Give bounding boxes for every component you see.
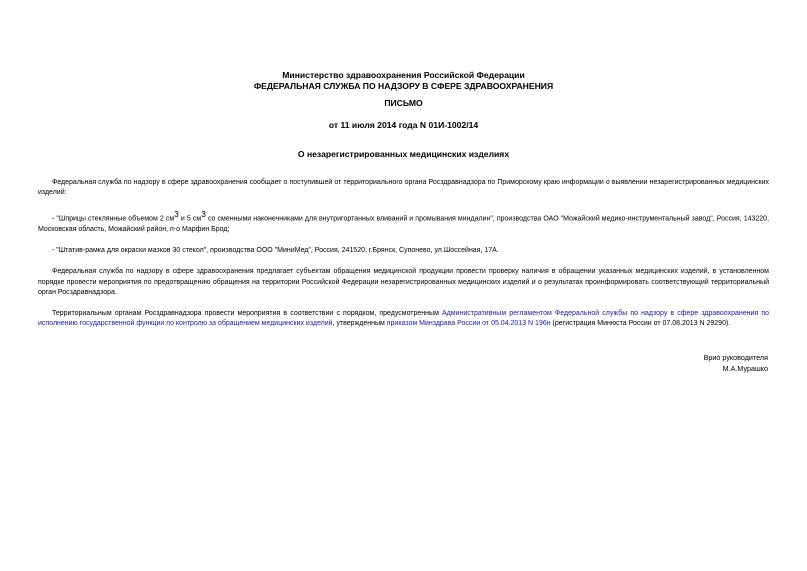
item-syringes-text-c: со сменными наконечниками для внутригортанных вливаний и промывания миндалин", производства ОАО "Можайский медико-инструментальный завод", Россия, 143220, Московская область, Можайский район, п-о Марфин Брод; xyxy=(38,215,770,233)
signature-block xyxy=(704,352,768,374)
paragraph-intro: Федеральная служба по надзору в сфере здравоохранения сообщает о поступившей от территориального органа Росздравнадзора по Приморскому краю информации о выявлении незарегистрированных медицинских изделий: xyxy=(38,179,769,197)
paragraph-item-syringes xyxy=(38,209,769,235)
link-ministry-order[interactable]: приказом Минздрава России от 05.04.2013 N 196н xyxy=(386,320,551,328)
document-date-number: от 11 июля 2014 года N 01И-1002/14 xyxy=(328,120,479,130)
document-subject: О незарегистрированных медицинских изделиях xyxy=(297,149,510,159)
paragraph-proposal: Федеральная служба по надзору в сфере здравоохранения предлагает субъектам обращения медицинской продукции провести проверку наличия в обращении указанных медицинских изделий, в установленном порядке провести мероприятия по предотвращению обращения на территории Российской Федерации незарегистрированных медицинских изделий и о результатах проинформировать соответствующий территориальный орган Росздравнадзора. xyxy=(38,268,769,296)
superscript-cubed-2: 3 xyxy=(201,209,206,220)
paragraph-item-rack: - "Штатив-рамка для окраски мазков 30 стекол", производства ООО "МиниМед", Россия, 241520, г.Брянск, Супонево, ул.Шоссейная, 17А. xyxy=(52,247,499,255)
instruction-text-c: (регистрация Минюста России от 07.08.2013 N 29290). xyxy=(550,320,731,328)
signature-position: Врио руководителя xyxy=(703,353,768,362)
superscript-cubed-1: 3 xyxy=(174,209,179,220)
item-syringes-text-a: - "Шприцы стеклянные объемом 2 см xyxy=(52,215,175,223)
org-line-service: ФЕДЕРАЛЬНАЯ СЛУЖБА ПО НАДЗОРУ В СФЕРЕ ЗДРАВООХРАНЕНИЯ xyxy=(253,81,554,91)
document-type: ПИСЬМО xyxy=(384,98,423,108)
paragraph-instruction xyxy=(38,309,769,329)
instruction-text-b: , утвержденным xyxy=(332,320,387,328)
link-administrative-regulation[interactable]: Административным регламентом Федеральной службы по надзору в сфере здравоохранения по исполнению государственной функции по контролю за обращением медицинских изделий xyxy=(38,309,769,328)
item-syringes-text-b: и 5 см xyxy=(178,215,202,223)
document-body xyxy=(38,178,769,340)
org-line-ministry: Министерство здравоохранения Российской Федерации xyxy=(282,70,525,80)
signature-name: М.А.Мурашко xyxy=(722,364,768,373)
instruction-text-a: Территориальным органам Росздравнадзора провести мероприятия в соответствии с порядком, предусмотренным xyxy=(52,309,442,317)
